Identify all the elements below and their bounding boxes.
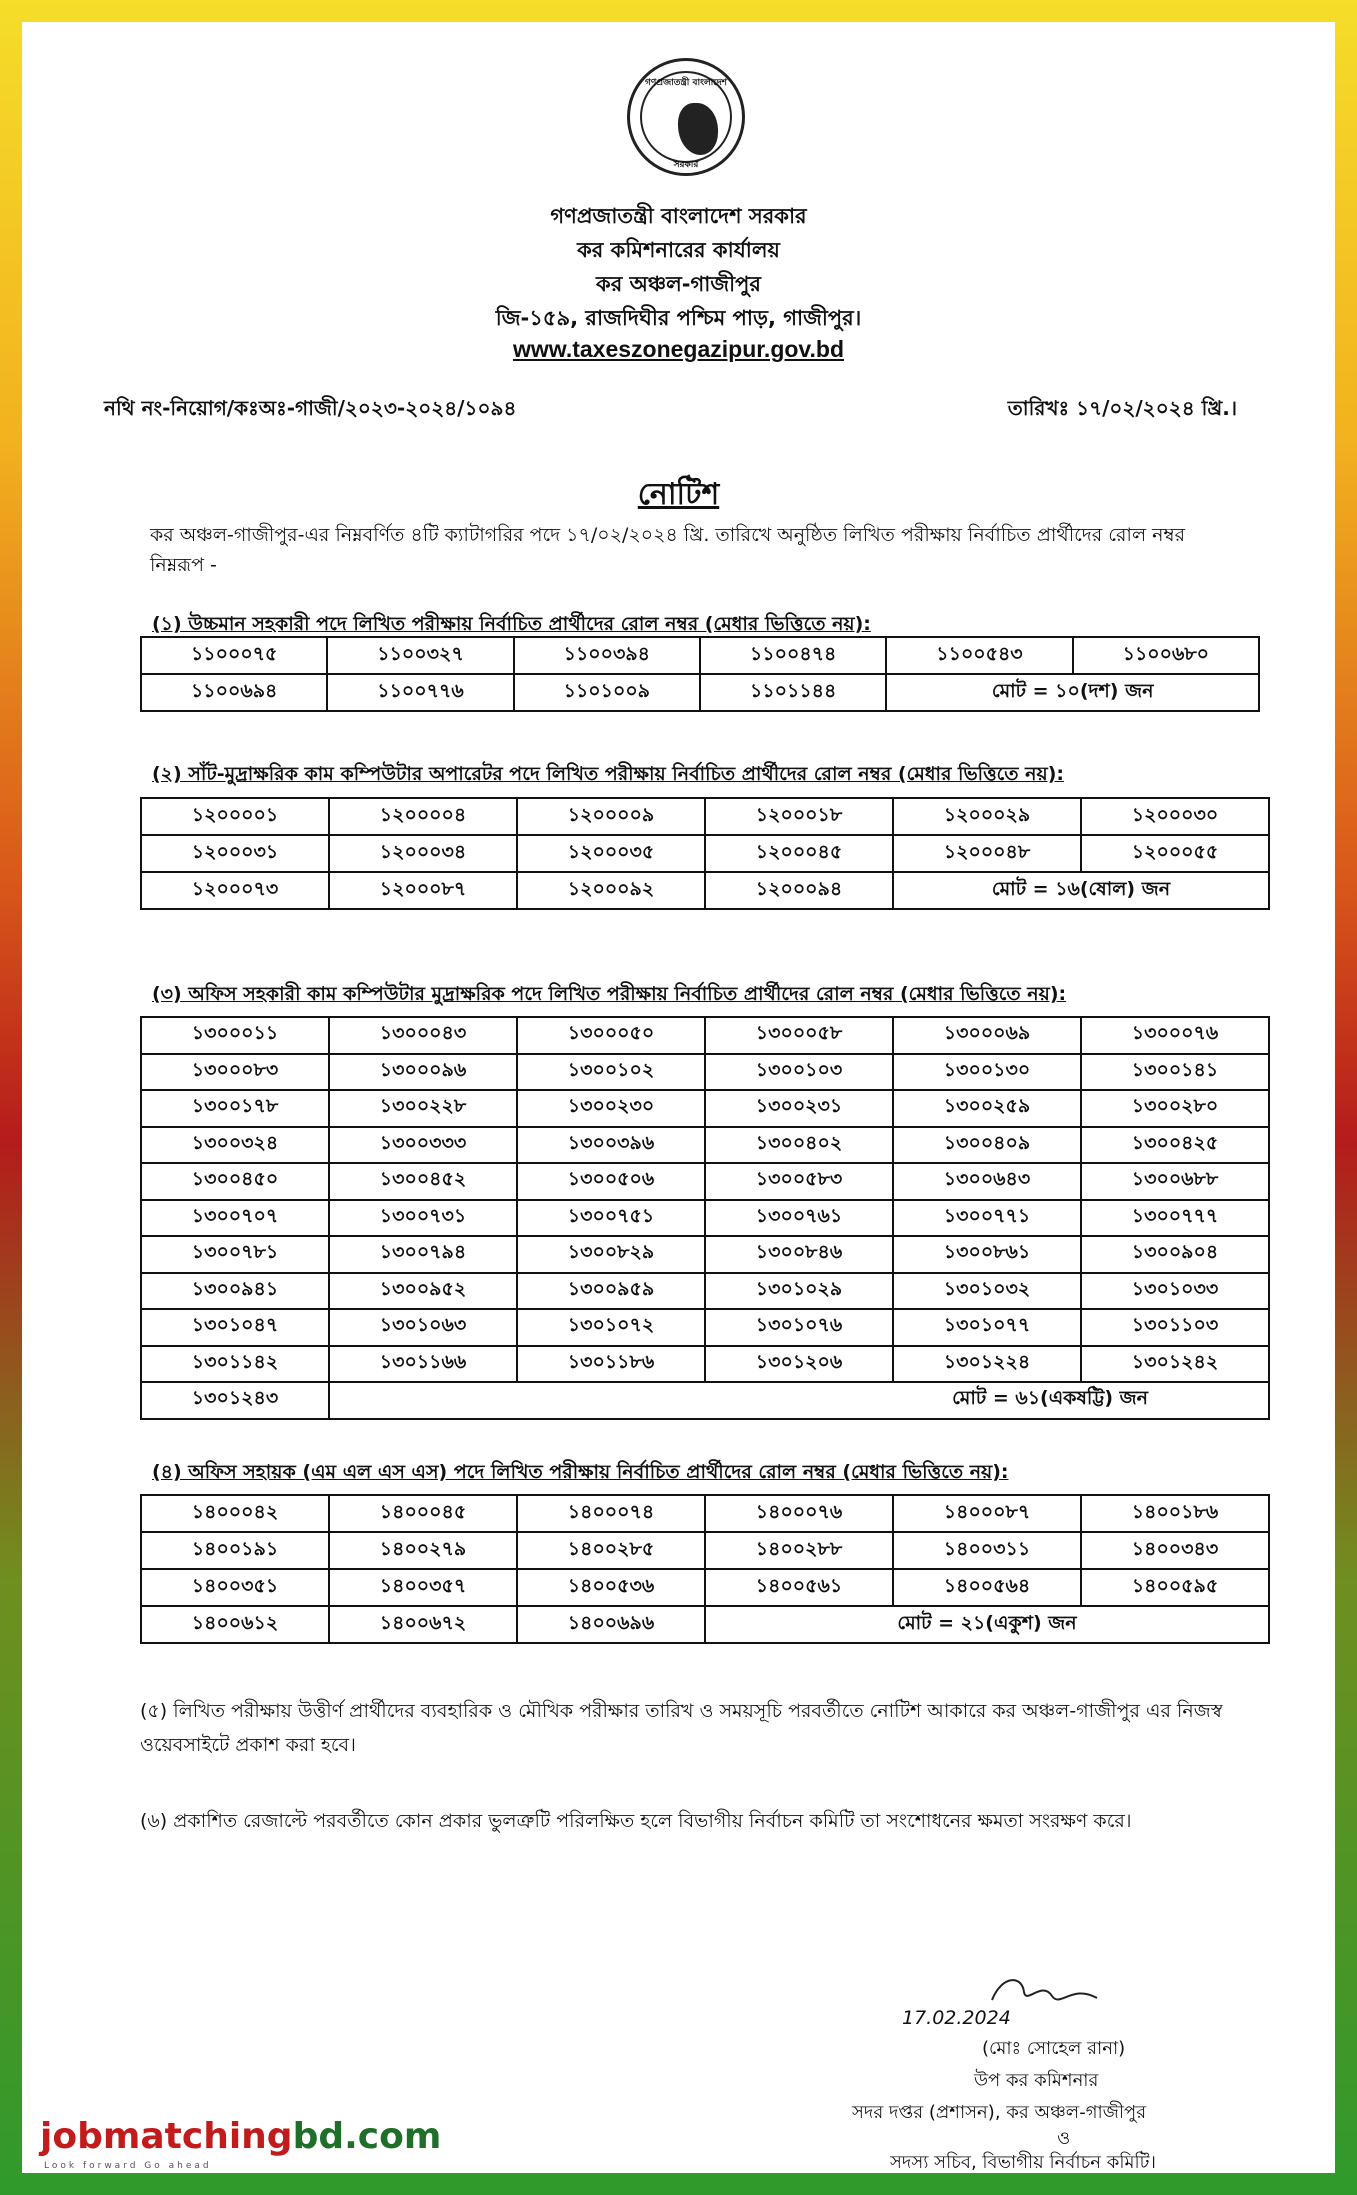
roll-number-cell: ১৪০০০৪৫ xyxy=(329,1495,517,1532)
signatory-office: সদর দপ্তর (প্রশাসন), কর অঞ্চল-গাজীপুর xyxy=(852,2102,1147,2123)
roll-number-cell: ১৩০০৪৫২ xyxy=(329,1163,517,1200)
roll-row xyxy=(141,1273,1269,1310)
roll-number-cell: ১৩০০১৭৮ xyxy=(141,1090,329,1127)
notice-date: তারিখঃ ১৭/০২/২০২৪ খ্রি.। xyxy=(1007,396,1237,420)
section-3-title: (৩) অফিস সহকারী কাম কম্পিউটার মুদ্রাক্ষরিক পদে লিখিত পরীক্ষায় নির্বাচিত প্রার্থীদের রোল নম্বর (মেধার ভিত্তিতে নয়): xyxy=(152,983,1067,1005)
roll-number-cell: ১৩০১২২৪ xyxy=(893,1346,1081,1383)
roll-number-cell: ১৩০১০৭৬ xyxy=(705,1309,893,1346)
roll-row xyxy=(141,1090,1269,1127)
roll-number-cell: ১২০০০৮৭ xyxy=(329,872,517,909)
section-total: মোট = ১০(দশ) জন xyxy=(886,674,1259,711)
roll-number-cell: ১৩০০২২৮ xyxy=(329,1090,517,1127)
roll-number-cell: ১৩০১০৬৩ xyxy=(329,1309,517,1346)
roll-number-cell: ১২০০০০৪ xyxy=(329,798,517,835)
roll-number-cell: ১৩০০০৪৩ xyxy=(329,1017,517,1054)
roll-number-cell: ১২০০০৩৫ xyxy=(517,835,705,872)
seal-text-top: গণপ্রজাতন্ত্রী বাংলাদেশ xyxy=(645,78,727,88)
website-link[interactable]: www.taxeszonegazipur.gov.bd xyxy=(513,336,844,362)
roll-number-cell: ১৪০০৬৭২ xyxy=(329,1606,517,1643)
roll-number-cell: ১৪০০২৮৫ xyxy=(517,1532,705,1569)
roll-number-cell: ১১০০৩২৭ xyxy=(327,637,513,674)
roll-number-cell: ১১০০৪৭৪ xyxy=(700,637,886,674)
signature-date: 17.02.2024 xyxy=(902,2007,1011,2029)
roll-row xyxy=(141,1163,1269,1200)
section-3-roll-table xyxy=(140,1016,1270,1420)
roll-number-cell: ১৩০০১৪১ xyxy=(1081,1054,1269,1091)
roll-row xyxy=(141,1382,1269,1419)
roll-number-cell: ১১০১০০৯ xyxy=(514,674,700,711)
roll-number-cell: ১৩০১০৩২ xyxy=(893,1273,1081,1310)
roll-number-cell: ১৩০০০৭৬ xyxy=(1081,1017,1269,1054)
government-seal xyxy=(627,58,745,176)
notice-title: নোটিশ xyxy=(637,477,720,512)
roll-number-cell: ১৪০০৫৬১ xyxy=(705,1569,893,1606)
watermark-tagline: Look forward Go ahead xyxy=(44,2161,212,2171)
section-1-title: (১) উচ্চমান সহকারী পদে লিখিত পরীক্ষায় নির্বাচিত প্রার্থীদের রোল নম্বর (মেধার ভিত্তিতে নয়): xyxy=(152,613,871,635)
roll-number-cell: ১১০০০৭৫ xyxy=(141,637,327,674)
roll-row xyxy=(141,1606,1269,1643)
roll-number-cell: ১৩০০২৩০ xyxy=(517,1090,705,1127)
office-name: কর কমিশনারের কার্যালয় xyxy=(577,238,780,262)
roll-row xyxy=(141,1200,1269,1237)
roll-number-cell: ১৩০১১৪২ xyxy=(141,1346,329,1383)
roll-number-cell: ১২০০০৩১ xyxy=(141,835,329,872)
roll-number-cell: ১৩০০০৬৯ xyxy=(893,1017,1081,1054)
roll-number-cell: ১৪০০১৯১ xyxy=(141,1532,329,1569)
roll-number-cell: ১৩০০৩৩৩ xyxy=(329,1127,517,1164)
roll-number-cell: ১৩০০০৯৬ xyxy=(329,1054,517,1091)
roll-number-cell: ১২০০০০৯ xyxy=(517,798,705,835)
roll-number-cell: ১৪০০০৮৭ xyxy=(893,1495,1081,1532)
roll-number-cell: ১৩০০৯৫৯ xyxy=(517,1273,705,1310)
signatory-role: সদস্য সচিব, বিভাগীয় নির্বাচন কমিটি। xyxy=(890,2152,1156,2173)
roll-number-cell: ১৩০১১৮৬ xyxy=(517,1346,705,1383)
roll-number-cell: ১৩০১২৪৩ xyxy=(141,1382,329,1419)
roll-number-cell: ১৩০০৭৭৭ xyxy=(1081,1200,1269,1237)
roll-row xyxy=(141,1236,1269,1273)
roll-row xyxy=(141,1569,1269,1606)
roll-number-cell: ১৪০০৩১১ xyxy=(893,1532,1081,1569)
roll-number-cell: ১৩০০৪০৯ xyxy=(893,1127,1081,1164)
roll-number-cell: ১৩০০৫৮৩ xyxy=(705,1163,893,1200)
roll-number-cell: ১৩০০৮৬১ xyxy=(893,1236,1081,1273)
roll-number-cell: ১১০০৬৮০ xyxy=(1073,637,1259,674)
roll-number-cell: ১৪০০০৭৬ xyxy=(705,1495,893,1532)
roll-number-cell: ১৩০১০২৯ xyxy=(705,1273,893,1310)
roll-number-cell: ১৩০০৭০৭ xyxy=(141,1200,329,1237)
paragraph-5: (৫) লিখিত পরীক্ষায় উত্তীর্ণ প্রার্থীদের ব্যবহারিক ও মৌখিক পরীক্ষার তারিখ ও সময়সূচি পরবর্তীতে নোটিশ আকারে কর অঞ্চল-গাজীপুর এর নিজস্ব ওয়েবসাইটে প্রকাশ করা হবে। xyxy=(140,1700,1223,1756)
section-1-roll-table xyxy=(140,636,1260,712)
handwritten-signature xyxy=(932,1970,1112,2012)
roll-number-cell: ১৩০০২৮০ xyxy=(1081,1090,1269,1127)
roll-number-cell: ১৩০০৭৯৪ xyxy=(329,1236,517,1273)
roll-number-cell: ১২০০০৭৩ xyxy=(141,872,329,909)
roll-number-cell: ১৩০০০৫০ xyxy=(517,1017,705,1054)
roll-row xyxy=(141,1127,1269,1164)
roll-number-cell: ১৪০০৫৩৬ xyxy=(517,1569,705,1606)
roll-number-cell: ১৪০০২৭৯ xyxy=(329,1532,517,1569)
roll-number-cell: ১১০০৬৯৪ xyxy=(141,674,327,711)
section-total: মোট = ১৬(ষোল) জন xyxy=(893,872,1269,909)
office-address: জি-১৫৯, রাজদিঘীর পশ্চিম পাড়, গাজীপুর। xyxy=(495,306,862,330)
roll-number-cell: ১৩০০০৫৮ xyxy=(705,1017,893,1054)
roll-number-cell: ১২০০০৩০ xyxy=(1081,798,1269,835)
roll-number-cell: ১১০১১৪৪ xyxy=(700,674,886,711)
roll-number-cell: ১৩০০৯৪১ xyxy=(141,1273,329,1310)
roll-number-cell: ১৩০১২০৬ xyxy=(705,1346,893,1383)
roll-number-cell: ১৩০০২৫৯ xyxy=(893,1090,1081,1127)
roll-number-cell: ১৪০০০৭৪ xyxy=(517,1495,705,1532)
roll-row xyxy=(141,835,1269,872)
roll-row xyxy=(141,872,1269,909)
roll-number-cell: ১৩০০৭৮১ xyxy=(141,1236,329,1273)
roll-number-cell: ১৩০০৩২৪ xyxy=(141,1127,329,1164)
roll-number-cell: ১৩০০৫০৬ xyxy=(517,1163,705,1200)
roll-row xyxy=(141,1017,1269,1054)
section-total: মোট = ২১(একুশ) জন xyxy=(705,1606,1269,1643)
roll-number-cell: ১৩০০৪৫০ xyxy=(141,1163,329,1200)
roll-number-cell: ১৪০০৬১২ xyxy=(141,1606,329,1643)
roll-number-cell: ১২০০০৪৫ xyxy=(705,835,893,872)
notice-intro: কর অঞ্চল-গাজীপুর-এর নিম্নবর্ণিত ৪টি ক্যাটাগরির পদে ১৭/০২/২০২৪ খ্রি. তারিখে অনুষ্ঠিত লিখিত পরীক্ষায় নির্বাচিত প্রার্থীদের রোল নম্বর নিম্নরূপ - xyxy=(150,524,1186,576)
roll-number-cell: ১১০০৫৪৩ xyxy=(886,637,1072,674)
section-4-roll-table xyxy=(140,1494,1270,1644)
seal-text-bottom: সরকার xyxy=(673,160,699,170)
roll-number-cell: ১৩০০৩৯৬ xyxy=(517,1127,705,1164)
roll-number-cell: ১৩০১০৭২ xyxy=(517,1309,705,1346)
roll-number-cell: ১৪০০৩৫৭ xyxy=(329,1569,517,1606)
roll-number-cell: ১২০০০২৯ xyxy=(893,798,1081,835)
section-2-title: (২) সাঁট-মুদ্রাক্ষরিক কাম কম্পিউটার অপারেটর পদে লিখিত পরীক্ষায় নির্বাচিত প্রার্থীদের রোল নম্বর (মেধার ভিত্তিতে নয়): xyxy=(152,763,1064,785)
roll-number-cell: ১৩০০১৩০ xyxy=(893,1054,1081,1091)
roll-number-cell: ১৩০১০৩৩ xyxy=(1081,1273,1269,1310)
roll-number-cell: ১৩০০১০৩ xyxy=(705,1054,893,1091)
roll-number-cell: ১৩০০৭৬১ xyxy=(705,1200,893,1237)
roll-row xyxy=(141,1309,1269,1346)
roll-number-cell: ১৩০০০৮৩ xyxy=(141,1054,329,1091)
roll-number-cell: ১১০০৭৭৬ xyxy=(327,674,513,711)
roll-number-cell: ১৩০০৯০৪ xyxy=(1081,1236,1269,1273)
signatory-name: (মোঃ সোহেল রানা) xyxy=(982,2038,1126,2059)
roll-row xyxy=(141,1532,1269,1569)
signatory-title: উপ কর কমিশনার xyxy=(974,2070,1099,2091)
roll-number-cell: ১৩০০৭৩১ xyxy=(329,1200,517,1237)
watermark-logo: jobmatchingbd.com xyxy=(40,2116,442,2157)
roll-number-cell: ১৪০০২৮৮ xyxy=(705,1532,893,1569)
zone-name: কর অঞ্চল-গাজীপুর xyxy=(596,272,761,296)
roll-number-cell: ১৪০০৩৪৩ xyxy=(1081,1532,1269,1569)
roll-number-cell: ১২০০০৯৪ xyxy=(705,872,893,909)
roll-number-cell: ১৩০০৮৪৬ xyxy=(705,1236,893,1273)
roll-number-cell: ১৪০০৫৯৫ xyxy=(1081,1569,1269,1606)
section-4-title: (৪) অফিস সহায়ক (এম এল এস এস) পদে লিখিত পরীক্ষায় নির্বাচিত প্রার্থীদের রোল নম্বর (মেধার ভিত্তিতে নয়): xyxy=(152,1461,1009,1483)
roll-row xyxy=(141,1054,1269,1091)
roll-number-cell: ১২০০০৯২ xyxy=(517,872,705,909)
roll-number-cell: ১৩০০৪২৫ xyxy=(1081,1127,1269,1164)
roll-number-cell: ১২০০০১৮ xyxy=(705,798,893,835)
roll-number-cell: ১৪০০৫৬৪ xyxy=(893,1569,1081,1606)
section-2-roll-table xyxy=(140,797,1270,910)
roll-number-cell: ১৩০০৬৮৮ xyxy=(1081,1163,1269,1200)
roll-number-cell: ১৩০০০১১ xyxy=(141,1017,329,1054)
roll-number-cell: ১৪০০০৪২ xyxy=(141,1495,329,1532)
govt-name: গণপ্রজাতন্ত্রী বাংলাদেশ সরকার xyxy=(550,204,807,228)
roll-number-cell: ১৩০০৭৭১ xyxy=(893,1200,1081,1237)
paragraph-6: (৬) প্রকাশিত রেজাল্টে পরবর্তীতে কোন প্রকার ভুলত্রুটি পরিলক্ষিত হলে বিভাগীয় নির্বাচন কমিটি তা সংশোধনের ক্ষমতা সংরক্ষণ করে। xyxy=(140,1810,1132,1832)
roll-number-cell: ১৩০০১০২ xyxy=(517,1054,705,1091)
roll-number-cell: ১৩০০৪০২ xyxy=(705,1127,893,1164)
notice-page xyxy=(22,22,1335,2173)
roll-number-cell: ১২০০০৩৪ xyxy=(329,835,517,872)
roll-number-cell: ১৩০০৮২৯ xyxy=(517,1236,705,1273)
roll-number-cell: ১২০০০০১ xyxy=(141,798,329,835)
roll-number-cell: ১১০০৩৯৪ xyxy=(514,637,700,674)
memo-number: নথি নং-নিয়োগ/কঃঅঃ-গাজী/২০২৩-২০২৪/১০৯৪ xyxy=(104,396,517,420)
bangladesh-map-icon xyxy=(678,103,718,155)
roll-row xyxy=(141,1495,1269,1532)
roll-row xyxy=(141,798,1269,835)
roll-number-cell: ১৩০১১০৩ xyxy=(1081,1309,1269,1346)
roll-number-cell: ১৩০০২৩১ xyxy=(705,1090,893,1127)
roll-number-cell: ১৩০০৯৫২ xyxy=(329,1273,517,1310)
roll-number-cell: ১৪০০৩৫১ xyxy=(141,1569,329,1606)
roll-row xyxy=(141,674,1259,711)
roll-number-cell: ১৩০০৬৪৩ xyxy=(893,1163,1081,1200)
section-total: মোট = ৬১(একষট্টি) জন xyxy=(329,1382,1269,1419)
signatory-conjunction: ও xyxy=(1057,2128,1071,2149)
roll-number-cell: ১৩০০৭৫১ xyxy=(517,1200,705,1237)
roll-number-cell: ১৩০১২৪২ xyxy=(1081,1346,1269,1383)
roll-number-cell: ১৩০১১৬৬ xyxy=(329,1346,517,1383)
roll-number-cell: ১৪০০১৮৬ xyxy=(1081,1495,1269,1532)
roll-row xyxy=(141,637,1259,674)
roll-number-cell: ১২০০০৪৮ xyxy=(893,835,1081,872)
roll-number-cell: ১২০০০৫৫ xyxy=(1081,835,1269,872)
roll-number-cell: ১৩০১০৭৭ xyxy=(893,1309,1081,1346)
roll-row xyxy=(141,1346,1269,1383)
roll-number-cell: ১৪০০৬৯৬ xyxy=(517,1606,705,1643)
roll-number-cell: ১৩০১০৪৭ xyxy=(141,1309,329,1346)
